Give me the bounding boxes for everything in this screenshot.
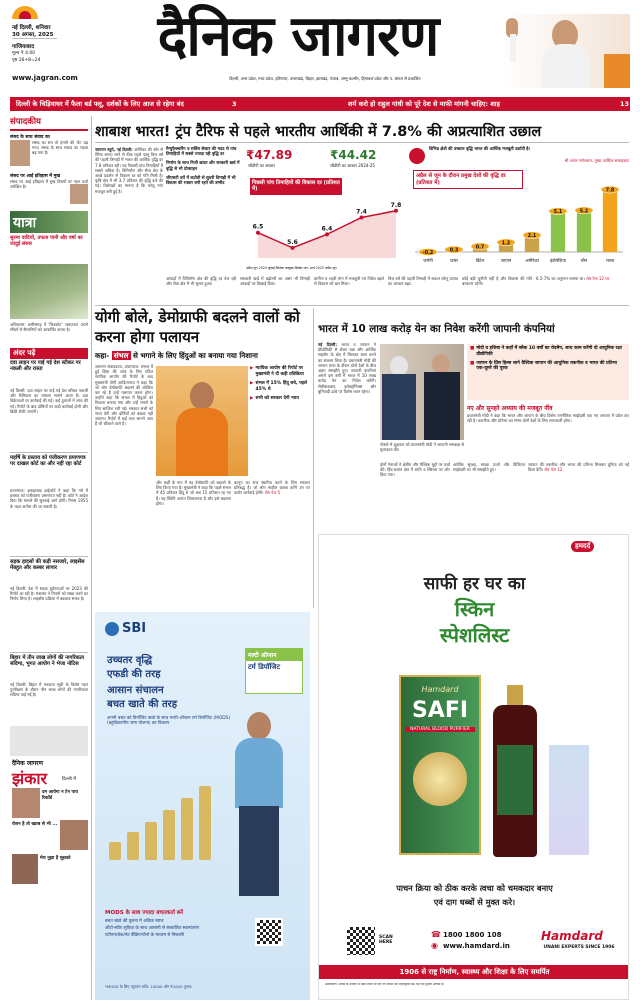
yogi-bullet-1: न्यायिक आयोग की रिपोर्ट पर मुख्यमंत्री ने दी कड़ी प्रतिक्रिया [255, 366, 304, 377]
chart2-value: ₹44.42 [330, 148, 377, 162]
editorial-label: संपादकीय [10, 116, 88, 131]
hamdard-phone[interactable]: 1800 1800 108 [443, 931, 502, 939]
country-value-label: 0.7 [475, 245, 485, 251]
japan-bullets: ■ मोदी व इशिबा ने कहाँ में ब्लैक 10 वर्षों का रोडमैप, साथ काम करेंगी दो आधुनिक रक्षा प्रौद्योगिकी ■ जापान के प्रिंस हिल्स लाने वैश्विक जापान की आधुनिक तकनीक व भारत की प्रतिभा एक-दूसरे की पूरक [467, 344, 629, 400]
masthead [0, 0, 640, 96]
website-link[interactable]: www.jagran.com [12, 74, 78, 82]
hamdard-product-line-1: स्किन [454, 597, 495, 621]
country-value-label: 2.1 [527, 234, 537, 240]
country-value-label: 1.2 [501, 241, 511, 247]
safi-box-name: SAFI [411, 698, 469, 723]
sbi-line-2: एफडी की तरह [107, 669, 161, 680]
yogi-photo [156, 366, 248, 476]
phone-icon: ☎ [431, 930, 441, 939]
lead-body-bottom: आंकड़ों में विनिर्माण क्षेत्र की वृद्धि दर तेज रही और सेवा क्षेत्र में भी सुधार हुआ। सरकारी खर्च में बढ़ोतरी का असर भी तिमाही आंकड़ों पर दिखाई दिया। ग्रामीण व शहरी मांग में मजबूती एवं निवेश बढ़ने से विकास को बल मिला। वित्त वर्ष की पहली तिमाही में सकल घरेलू उत्पाद का आकार बढ़ा। कोई बड़ी चुनौती नहीं है और विकास की गति बरकरार रहेगी। 6.5-7% का अनुमान लगाया था। शेष पेज 12 पर [166, 276, 610, 287]
growth-value-label: 6.4 [321, 225, 333, 233]
ticker-bar [10, 97, 630, 111]
side-story-1[interactable]: दवा लाइन पर पाई गई देश स्टीकर पर नकली और रास्ता [10, 360, 81, 373]
country-value-label: 5.1 [553, 210, 563, 216]
japan-photo [380, 344, 464, 440]
sbi-footer: *MODS के लिए न्यूनतम राशि: 10000 और ₹1000 गुणक [105, 984, 192, 989]
editorial-column: संपादकीय संसद के साथ संवाद का संसद का सत्र तो हंगामे की भेंट चढ़ गया। संसद के साथ संवाद का महत्व बढ़ गया है। संसद पर आई इतिहास में मुख संसद पर आई इतिहास में मुख विषयों पर गहन चर्चा अपेक्षित है। यात्रा सुरम्य वादियों, उफता पानी और वर्षा का जादुई संसार अधिकतम: छत्तीसगढ़ में 'चित्रकोट' जलप्रपात अपने सौंदर्य से सैलानियों को आकर्षित करता है। अंदर पढ़ें दवा लाइन पर पाई गई देश स्टीकर पर नकली और रास्ता नई दिल्ली: दवा लाइन पर पाई गई देश स्टीकर नकली और कैमिकल का मामला सामने आया है। दवा विक्रेताओं पर कार्रवाई की गई। कई दुकानों में जांच की गई। रिपोर्ट के बाद दोषियों पर कड़ी कार्रवाई होगी और बिक्री रोकी जाएगी। महर्षि के प्रस्ताव को पंजीकरण प्रमाणपत्र पर दाखल कोर्ट का और नहीं रहा कोर्ट प्रयागराज: इलाहाबाद हाईकोर्ट ने कहा कि नये में प्रस्ताव को पंजीकरण प्रमाणपत्र नहीं है। कोर्ट ने आदेश दिया कि मामले की सुनवाई आगे होगी। नियम 1955 के तहत अपील की जा सकती है। सड़क हादसों की कड़ी नसजारे, लाइसेंस मेंबहुत और कस्बर लापार नई दिल्ली: देश में सड़क दुर्घटनाओं पर 2023 की रिपोर्ट आ रही है। मंत्रालय ने नियमों को सख्त करने का निर्णय लिया है। लाइसेंस प्रक्रिया में बदलाव संभव है। बिहार में तीन लाख लोगों की नागरिकता संदिग्ध, भुगत आयोग ने भेजा नोटिस नई दिल्ली: बिहार में मतदाता सूची के विशेष गहन पुनरीक्षण के दौरान तीन लाख लोगों की नागरिकता संदिग्ध पाई गई है। दैनिक जागरण झंकार दिल्ली में दम आयेगा न टेन पाय रिकॉर्ड रोशन है तो ख्वाब से भी ... मेरा नुझा है मुझको [10, 116, 88, 1000]
country-chart-title: अप्रैल से जून के दौरान प्रमुख देशों की वृद्धि दर (प्रतिशत में) [413, 170, 523, 189]
growth-point [291, 246, 295, 250]
sbi-feature-3: एटीएम/चेक/नेट बैंकिंग/योनो के माध्यम से निकासी [105, 933, 184, 938]
country-category-label: अमेरिका [525, 259, 539, 264]
growth-chart-caption: अप्रैल-जून 2024 जुलाई-सितंबर अक्टूबर-दिसंबर जन.-मार्च 2025 अप्रैल-जून [246, 266, 337, 270]
country-category-label: चीन [580, 259, 588, 264]
safi-box [399, 675, 481, 855]
growth-point [360, 216, 364, 220]
hamdard-qr-icon[interactable] [347, 927, 375, 955]
sbi-line-1: उच्चतर वृद्धि [107, 655, 153, 666]
jhankar-label[interactable]: झंकार [12, 769, 48, 788]
chart2-label: जीडीपी का आकार 2024-25 [330, 163, 375, 168]
jhankar-brand: दैनिक जागरण [12, 760, 43, 767]
country-category-label: भारत [605, 259, 615, 264]
sbi-tag-box [245, 648, 303, 694]
jhankar-item-3[interactable]: मेरा नुझा है मुझको [40, 856, 71, 861]
masthead-edition: गाजियाबाद [12, 44, 35, 50]
country-chart [409, 166, 629, 274]
sbi-features [105, 918, 240, 939]
inside-label: अंदर पढ़ें [10, 348, 88, 359]
ticker-left-page: 3 [232, 100, 237, 108]
hamdard-product-line-2: स्पेशलिस्ट [439, 623, 510, 647]
yogi-bullet-3: सभी को सरकार देगी न्याय [255, 396, 299, 402]
sbi-line-4: बचत खाते की तरह [107, 699, 178, 710]
country-bar [577, 210, 591, 252]
chart1-label: जीडीपी का आकार [248, 163, 275, 168]
sbi-tag-1: मल्टी ऑप्शन [246, 649, 302, 661]
japan-bullet-1: मोदी व इशिबा ने कहाँ में ब्लैक 10 वर्षों का रोडमैप, साथ काम करेंगी दो आधुनिक रक्षा प्रौद्योगिकी [476, 346, 622, 357]
country-value-label: 7.8 [605, 188, 615, 194]
yatra-sub: सुरम्य वादियों, उफता पानी और वर्षा का जादुई संसार [10, 235, 83, 247]
sbi-feature-1: बचत खाते की तुलना में अधिक ब्याज [105, 919, 164, 924]
hamdard-scan: SCAN HERE [379, 935, 393, 945]
lead-body-col1: जागरण ब्यूरो, नई दिल्ली: अमेरिका की ओर से टैरिफ लगाए जाने से ठीक पहले चालू वित्त वर्ष की पहली तिमाही में भारत की आर्थिक वृद्धि दर 7.8 प्रतिशत रही। यह पिछली पांच तिमाहियों में सबसे अधिक है। विनिर्माण और सेवा क्षेत्र के अच्छे प्रदर्शन से विकास दर को गति मिली है। कृषि क्षेत्र में भी 3.7 प्रतिशत की वृद्धि दर्ज की गई। विशेषज्ञों का मानना है कि घरेलू मांग मजबूत बनी हुई है। [95, 147, 163, 194]
country-category-label: फ्रांस [450, 259, 458, 264]
masthead-date: 30 अगस्त, 2025 [12, 32, 54, 38]
country-category-label: ब्रिटेन [475, 259, 485, 264]
hamdard-footer-strip: 1906 से राष्ट्र निर्माण, स्वास्थ्य और शिक्षा के लिए समर्पित [319, 965, 629, 979]
sbi-line-3: आसान संचालन [107, 685, 164, 696]
yogi-bullet-2: संभल में 15% हिंदू बचे, पहले 45% थे [255, 381, 308, 392]
jhankar-item-1[interactable]: दम आयेगा न टेन पाय रिकॉर्ड [42, 790, 78, 801]
sbi-desc: अपनी बचत को डिपॉजिट खाते के साथ मल्टी-ऑप्शन टर्म डिपॉजिट (MODS) (बहुविकल्पीय जमा योजना) का विकल्प [107, 716, 231, 727]
masthead-price: मूल्य ₹ 4.00 [12, 51, 36, 56]
country-chart-panel [409, 146, 629, 274]
jhankar-item-2[interactable]: रोशन है तो ख्वाब से भी ... [12, 822, 58, 827]
growth-value-label: 5.6 [287, 238, 298, 246]
growth-point [256, 231, 260, 235]
sbi-feature-2: ऑटो-स्वीप सुविधा के साथ आसानी से स्वचालित स्थानांतरण [105, 926, 200, 931]
sbi-qr-icon[interactable] [255, 918, 283, 946]
ticker-left[interactable]: दिल्ली के चिड़ियाघर में फैला बर्ड फ्लू, दर्शकों के लिए आज से रहेगा बंद [16, 100, 184, 108]
country-value-label: -0.2 [422, 251, 434, 256]
hamdard-bottom-2: एवं दाग धब्बों से मुक्त करे। [433, 897, 516, 907]
ticker-right[interactable]: शर्म करो हो राहुल गांधी को पूरे देश से माफी मांगनी चाहिए: शाह [348, 100, 500, 108]
masthead-title: दैनिक जागरण [157, 3, 439, 69]
growth-point [394, 209, 398, 213]
hamdard-website[interactable]: www.hamdard.in [443, 942, 510, 950]
editions-line: दिल्ली, उत्तर प्रदेश, मध्य प्रदेश, हरियाणा, उत्तराखंड, बिहार, झारखंड, पंजाब, जम्मू-कश्मीर, हिमाचल प्रदेश और प. बंगाल से प्रकाशित [229, 76, 421, 81]
side-story-4[interactable]: बिहार में तीन लाख लोगों की नागरिकता संदिग्ध, भुगत आयोग ने भेजा नोटिस [10, 655, 85, 668]
hamdard-ad[interactable]: हमदर्द साफी हर घर का स्किन स्पेशलिस्ट Hamdard SAFI NATURAL BLOOD PURIFIER पाचन क्रिया को ठीक करके त्वचा को चमकदार बनाए एवं दाग धब्बों से मुक्त करे। SCAN HERE ☎ 1800 1800 108 ◉ www.hamdard.in Hamdard UNANI EXPERTS SINCE 1906 1906 से राष्ट्र निर्माण, स्वास्थ्य और शिक्षा के लिए समर्पित अस्वीकरण: उत्पाद के उपयोग से पहले लेबल पर दिए गए निर्देशों को ध्यानपूर्वक पढ़ें। यह एक यूनानी औषधि है। [318, 534, 629, 1000]
safi-box-sub: Hamdard [421, 685, 459, 694]
country-category-label: इंडोनेशिया [550, 259, 566, 264]
country-value-label: 5.2 [579, 209, 589, 215]
country-value-label: 0.3 [449, 248, 459, 254]
quote-text: विभिन्न क्षेत्रों की उच्चतर वृद्धि भारत की आर्थिक मजबूती दर्शाती है। [429, 146, 531, 151]
yogi-headline[interactable]: योगी बोले, डेमोग्राफी बदलने वालों को करना होगा पलायन [95, 308, 300, 346]
japan-bullet-2: जापान के प्रिंस हिल्स लाने वैश्विक जापान की आधुनिक तकनीक व भारत की प्रतिभा एक-दूसरे की पूरक [476, 360, 617, 372]
ticker-right-page: 13 [620, 100, 630, 108]
growth-value-label: 7.4 [356, 208, 367, 216]
quote-source: श्री अनंत नागेश्वरन, मुख्य आर्थिक सलाहकार [564, 158, 629, 163]
lead-headline[interactable]: शाबाश भारत! ट्रंप टैरिफ से पहले भारतीय आर्थिकी में 7.8% की अप्रत्याशित उछाल [95, 124, 542, 140]
jhankar-sub: दिल्ली में [62, 777, 76, 782]
country-bar [551, 211, 565, 252]
hamdard-logo-top: हमदर्द [571, 541, 594, 552]
sbi-logo-icon [105, 622, 119, 636]
sbi-tag-2: टर्म डिपॉजिट [248, 663, 281, 671]
hamdard-bottom-1: पाचन क्रिया को ठीक करके त्वचा को चमकदार बनाए [396, 883, 553, 893]
japan-continue[interactable]: शेष पेज 12 [544, 467, 563, 473]
sbi-ad[interactable] [95, 612, 310, 1000]
lead-infographic: मैन्युफैक्चरिंग व सर्विस सेक्टर की मदद से पांच तिमाहियों में सबसे ज्यादा रही वृद्धि दर निर्माण के साथ निजी खपत और सरकारी खर्च में वृद्धि से भी प्रोत्साहन जीएसटी दरों में कटौती से सुधरी तिमाही में भी विकास की रफ्तार बनी रहने की उम्मीद ₹47.89 जीडीपी का आकार ₹44.42 जीडीपी का आकार 2024-25 पिछली पांच तिमाहियों की विकास दर (प्रतिशत में) 6.5 5.6 6.4 7.4 7.8 अप्रैल-जून 2024 जुलाई-सितंबर अक्टूबर-दिसंबर जन.-मार्च 2025 अप्रैल-जून [166, 146, 406, 274]
hamdard-tagline: साफी हर घर का [423, 574, 526, 594]
sun-logo-icon [12, 6, 38, 19]
masthead-pages: पृष्ठ 16+8=24 [12, 58, 41, 63]
yogi-subhead: कहा- संभल से भगाने के लिए हिंदुओं का बनाया गया निशाना [95, 351, 258, 360]
growth-chart-title: पिछली पांच तिमाहियों की विकास दर (प्रतिशत में) [250, 178, 342, 195]
side-story-2[interactable]: महर्षि के प्रस्ताव को पंजीकरण प्रमाणपत्र पर दाखल कोर्ट का और नहीं रहा कोर्ट [10, 455, 86, 468]
yogi-bullets: ▶ न्यायिक आयोग की रिपोर्ट पर मुख्यमंत्री ने दी कड़ी प्रतिक्रिया ▶ संभल में 15% हिंदू बचे, पहले 45% थे ▶ सभी को सरकार देगी न्याय [250, 366, 310, 476]
japan-box-title: नए और सुनहरे अध्याय की मजबूत नींव [467, 405, 553, 412]
country-bar [603, 190, 617, 252]
japan-headline[interactable]: भारत में 10 लाख करोड़ येन का निवेश करेंगी जापानी कंपनियां [318, 323, 555, 335]
hamdard-since: UNANI EXPERTS SINCE 1906 [543, 945, 615, 950]
globe-icon: ◉ [431, 941, 438, 950]
yatra-label[interactable]: यात्रा [10, 211, 88, 233]
sbi-features-title: MODS के साथ ज्यादा बचतकर्ता बनें [105, 910, 183, 916]
yogi-sub-tag: संभल [113, 351, 129, 360]
editorial-item1-title: संसद के साथ संवाद का [10, 135, 50, 140]
safi-box-label: NATURAL BLOOD PURIFIER [405, 727, 475, 732]
hamdard-logo: Hamdard [541, 929, 603, 943]
growth-chart [246, 174, 406, 266]
side-story-3[interactable]: सड़क हादसों की कड़ी नसजारे, लाइसेंस मेंबहुत और कस्बर लापार [10, 559, 85, 572]
masthead-photo [500, 14, 630, 88]
growth-value-label: 6.5 [252, 223, 264, 231]
lead-continue[interactable]: शेष पेज 12 पर [586, 276, 610, 281]
editorial-item2-title: संसद पर आई इतिहास में मुख [10, 174, 61, 179]
masthead-city: नई दिल्ली, शनिवार [12, 25, 51, 31]
country-category-label: जर्मनी [423, 259, 433, 264]
sbi-brand: SBI [122, 621, 147, 636]
chart1-value: ₹47.89 [246, 148, 293, 162]
growth-point [325, 232, 329, 236]
country-category-label: जापान [500, 259, 512, 264]
yogi-continue[interactable]: शेष पेज 5 [264, 490, 281, 496]
safi-bottle [489, 685, 541, 857]
growth-value-label: 7.8 [390, 201, 402, 209]
